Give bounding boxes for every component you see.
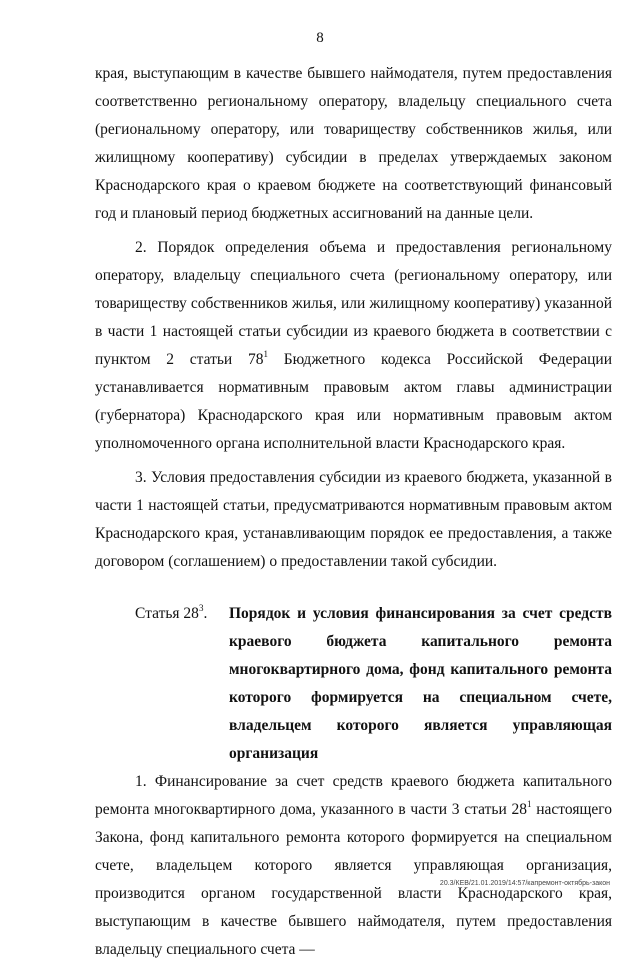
page-number: 8 xyxy=(316,30,324,46)
article-title: Порядок и условия финансирования за счет средств краевого бюджета капитального ремонта многоквартирного дома, фонд капитального ремонта которого формируется на специальном счете, владельцем которого является управляющая организация xyxy=(229,605,612,762)
superscript: 1 xyxy=(263,349,268,359)
paragraph-2-text: 2. Порядок определения объема и предоставления региональному оператору, владельцу специального счета (региональному оператору, или товариществу собственников жилья, или жилищному кооперативу) указанной в части 1 настоящей статьи субсидии из краевого бюджета в соответствии с пунктом 2 статьи 78 xyxy=(95,239,612,368)
article-label-text: Статья 28 xyxy=(135,605,199,622)
footer-stamp: 20.3/КЕВ/21.01.2019/14:57/капремонт-октябрь-закон xyxy=(439,880,610,887)
superscript: 1 xyxy=(527,799,532,809)
paragraph-2-text-end: Бюджетного кодекса Российской Федерации устанавливается нормативным правовым актом главы администрации (губернатора) Краснодарского края или нормативным правовым актом уполномоченного органа исполнительной власти Краснодарского края. xyxy=(95,351,613,452)
paragraph-3: 3. Условия предоставления субсидии из краевого бюджета, указанной в части 1 настоящей статьи, предусматриваются нормативным правовым актом Краснодарского края, устанавливающим порядок ее предоставления, а также договором (соглашением) о предоставлении такой субсидии. xyxy=(95,469,612,570)
article-label xyxy=(95,600,229,628)
paragraph-continuation: края, выступающим в качестве бывшего наймодателя, путем предоставления соответственно региональному оператору, владельцу специального счета (региональному оператору, или товариществу собственников жилья, или жилищному кооперативу) субсидии в пределах утверждаемых законом Краснодарского края о краевом бюджете на соответствующий финансовый год и плановый период бюджетных ассигнований на данные цели. xyxy=(95,65,612,222)
article-paragraph-1-text: 1. Финансирование за счет средств краевого бюджета капитального ремонта многоквартирного дома, указанного в части 3 статьи 28 xyxy=(95,773,612,818)
article-label-superscript: 3 xyxy=(198,603,204,613)
article-label-suffix: . xyxy=(203,605,208,622)
article-paragraph-1-text-end: настоящего Закона, фонд капитального ремонта которого формируется на специальном счете, владельцем которого является управляющая организация, производится органом государственной власти Краснодарского края, выступающим в качестве бывшего наймодателя, путем предоставления владельцу специального счета — xyxy=(95,801,612,958)
article-paragraph-1 xyxy=(95,768,612,964)
document-body xyxy=(95,60,612,964)
article-heading xyxy=(95,600,612,768)
paragraph-2 xyxy=(95,234,612,458)
